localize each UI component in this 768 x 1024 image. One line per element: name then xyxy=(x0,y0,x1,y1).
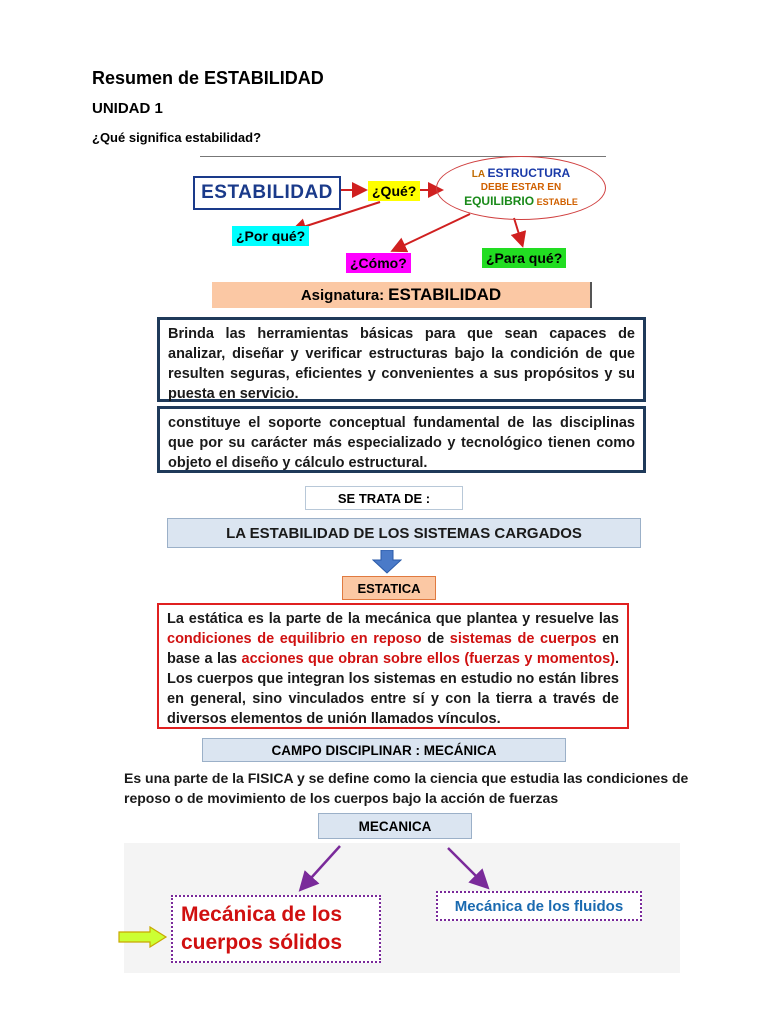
highlight-segment: sistemas de cuerpos xyxy=(449,631,597,647)
mecanica-fluidos-box: Mecánica de los fluidos xyxy=(436,891,642,921)
paraque-tag: ¿Para qué? xyxy=(482,248,566,268)
text-segment: de xyxy=(421,631,450,647)
mecanica-solidos-box: Mecánica de los cuerpos sólidos xyxy=(171,895,381,963)
ellipse-line2: DEBE ESTAR EN xyxy=(480,181,562,193)
que-tag: ¿Qué? xyxy=(368,181,420,201)
ellipse-equilibrio: EQUILIBRIO xyxy=(464,194,535,209)
text-segment: La estática es la parte de la mecánica que plantea y resuelve las xyxy=(167,611,619,627)
campo-disciplinar-box: CAMPO DISCIPLINAR : MECÁNICA xyxy=(202,738,566,762)
se-trata-de-box: SE TRATA DE : xyxy=(305,486,463,510)
text-segment: . Los cuerpos que integran los sistemas en estudio no están libres en general, sino vinculados entre sí y con la tierra a través de diversos elementos de unión llamados vínculos. xyxy=(167,651,620,727)
ellipse-estructura: ESTRUCTURA xyxy=(487,166,571,181)
como-tag: ¿Cómo? xyxy=(346,253,411,273)
highlight-segment: acciones que obran sobre ellos (fuerzas y momentos) xyxy=(241,651,615,667)
asignatura-name: ESTABILIDAD xyxy=(388,285,502,304)
text-segment: en base a las xyxy=(167,631,619,667)
highlight-segment: condiciones de equilibrio en reposo xyxy=(167,631,422,647)
document-title: Resumen de ESTABILIDAD xyxy=(92,68,324,88)
question-heading: ¿Qué significa estabilidad? xyxy=(92,130,262,145)
description-box-1: Brinda las herramientas básicas para que sean capaces de analizar, diseñar y verificar estructuras bajo la condición de que resulten seguras, eficientes y convenientes a sus propósitos y su puesta en servicio. xyxy=(157,317,646,402)
asignatura-label: Asignatura: xyxy=(300,286,385,304)
estatica-box: ESTATICA xyxy=(342,576,436,600)
sistemas-cargados-box: LA ESTABILIDAD DE LOS SISTEMAS CARGADOS xyxy=(167,518,641,548)
porque-tag: ¿Por qué? xyxy=(232,226,309,246)
arrow-to-fluidos xyxy=(448,848,486,886)
estabilidad-box: ESTABILIDAD xyxy=(193,176,341,210)
description-box-2: constituye el soporte conceptual fundamental de las disciplinas que por su carácter más especializado y tecnológico tienen como objeto el diseño y cálculo estructural. xyxy=(157,406,646,473)
right-arrow-icon xyxy=(118,926,168,948)
ellipse-la: LA xyxy=(471,169,488,181)
fisica-definition: Es una parte de la FISICA y se define como la ciencia que estudia las condiciones de reposo o de movimiento de los cuerpos bajo la acción de fuerzas xyxy=(124,770,689,806)
arrow-to-solidos xyxy=(302,846,340,888)
ellipse-estable: ESTABLE xyxy=(534,197,578,208)
mecanica-box: MECANICA xyxy=(318,813,472,839)
unit-heading: UNIDAD 1 xyxy=(92,100,163,117)
